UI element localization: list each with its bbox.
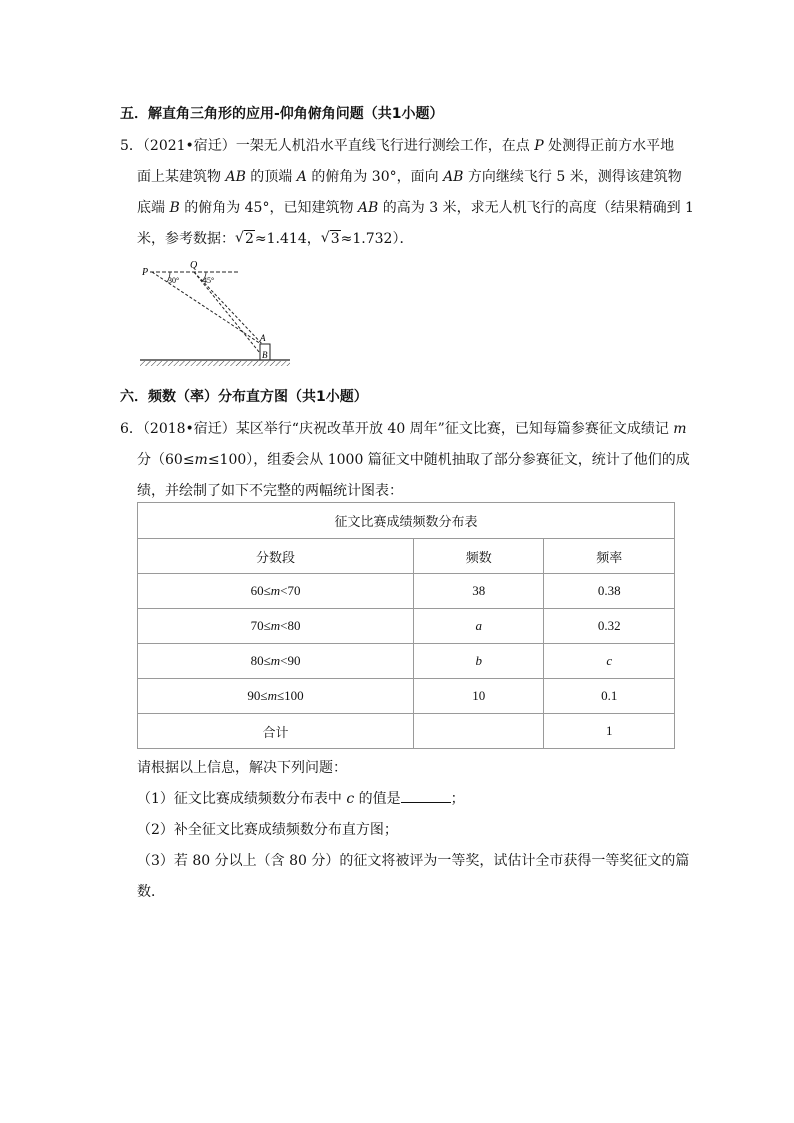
cell-total-rate: 1 bbox=[544, 714, 675, 749]
question-5-line-3: 底端 B 的俯角为 45°，已知建筑物 AB 的高为 3 米，求无人机飞行的高度（结果精确到 1 bbox=[137, 200, 694, 216]
table-row bbox=[138, 574, 675, 609]
sub-question-1: （1）征文比赛成绩频数分布表中 c 的值是 ； bbox=[137, 791, 465, 807]
table-header-row bbox=[138, 539, 675, 574]
label-45: 45° bbox=[203, 276, 215, 285]
label-a: A bbox=[260, 333, 266, 343]
cell-range: 60≤m<70 bbox=[138, 574, 414, 609]
cell-total-freq bbox=[414, 714, 544, 749]
table-row bbox=[138, 609, 675, 644]
ground-hatch bbox=[140, 361, 290, 366]
question-5-line-2: 面上某建筑物 AB 的顶端 A 的俯角为 30°，面向 AB 方向继续飞行 5 米，测得该建筑物 bbox=[137, 169, 682, 185]
sub-question-3-line-1: （3）若 80 分以上（含 80 分）的征文将被评为一等奖，试估计全市获得一等奖征文的篇 bbox=[137, 853, 690, 869]
sub-question-3-line-2: 数． bbox=[137, 884, 165, 900]
question-6-line-1: 6．（2018•宿迁）某区举行“庆祝改革开放 40 周年”征文比赛，已知每篇参赛征文成绩记 m bbox=[120, 421, 687, 437]
table-row bbox=[138, 644, 675, 679]
cell-freq: 38 bbox=[414, 574, 544, 609]
label-q: Q bbox=[190, 260, 198, 271]
question-number: 5． bbox=[120, 138, 143, 154]
cell-rate: 0.1 bbox=[544, 679, 675, 714]
section-6-title: 六．频数（率）分布直方图（共1小题） bbox=[120, 389, 368, 405]
question-source: （2018•宿迁） bbox=[142, 421, 236, 437]
cell-freq: a bbox=[414, 609, 544, 644]
header-rate: 频率 bbox=[544, 539, 675, 574]
question-5-line-1: 5．（2021•宿迁）一架无人机沿水平直线飞行进行测绘工作，在点 P 处测得正前方水平地 bbox=[120, 138, 675, 154]
question-number: 6． bbox=[120, 421, 143, 437]
drone-angle-figure bbox=[140, 258, 290, 372]
cell-range: 80≤m<90 bbox=[138, 644, 414, 679]
cell-rate: 0.38 bbox=[544, 574, 675, 609]
sqrt-3: √ 3 bbox=[321, 231, 341, 247]
question-6-line-2: 分（60≤m≤100），组委会从 1000 篇征文中随机抽取了部分参赛征文，统计了他们的成 bbox=[137, 452, 690, 468]
header-freq: 频数 bbox=[414, 539, 544, 574]
cell-total-label: 合计 bbox=[138, 714, 414, 749]
table-total-row bbox=[138, 714, 675, 749]
cell-freq: b bbox=[414, 644, 544, 679]
label-p: P bbox=[142, 267, 149, 278]
answer-blank[interactable] bbox=[401, 790, 451, 803]
sqrt-2: √ 2 bbox=[235, 231, 255, 247]
cell-rate: c bbox=[544, 644, 675, 679]
cell-freq: 10 bbox=[414, 679, 544, 714]
label-b: B bbox=[262, 350, 268, 360]
table-caption: 征文比赛成绩频数分布表 bbox=[138, 503, 675, 539]
cell-rate: 0.32 bbox=[544, 609, 675, 644]
cell-range: 90≤m≤100 bbox=[138, 679, 414, 714]
sub-question-2: （2）补全征文比赛成绩频数分布直方图； bbox=[137, 822, 398, 838]
label-30: 30° bbox=[168, 276, 180, 285]
table-row bbox=[138, 679, 675, 714]
frequency-table bbox=[137, 502, 675, 749]
question-source: （2021•宿迁） bbox=[142, 138, 236, 154]
question-5-line-4: 米，参考数据：√ 2≈1.414，√ 3≈1.732）． bbox=[137, 228, 413, 248]
cell-range: 70≤m<80 bbox=[138, 609, 414, 644]
section-5-title: 五．解直角三角形的应用-仰角俯角问题（共1小题） bbox=[120, 106, 444, 122]
header-range: 分数段 bbox=[138, 539, 414, 574]
question-6-line-3: 绩，并绘制了如下不完整的两幅统计图表： bbox=[137, 483, 403, 499]
prompt-text: 请根据以上信息，解决下列问题： bbox=[137, 760, 347, 776]
